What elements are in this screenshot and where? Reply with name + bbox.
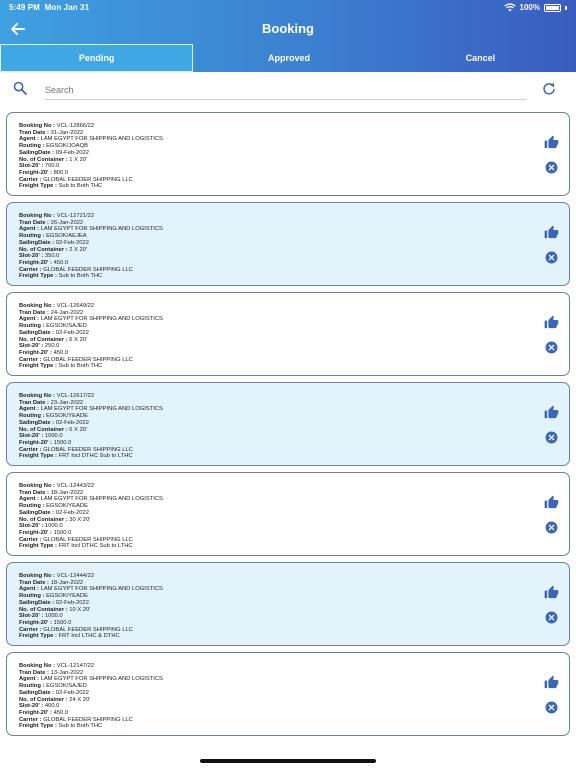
detail-row-carrier xyxy=(19,357,163,364)
detail-label: Agent : xyxy=(19,406,39,413)
detail-label: Carrier : xyxy=(19,356,42,363)
detail-label: Freight Type : xyxy=(19,273,57,280)
detail-value: 02-Feb-2022 xyxy=(55,599,89,606)
detail-label: Carrier : xyxy=(19,176,42,183)
detail-label: Agent : xyxy=(19,586,39,593)
detail-label: Routing : xyxy=(19,413,45,420)
detail-row-freight xyxy=(19,350,163,357)
tab-bar xyxy=(0,44,576,72)
detail-label: Routing : xyxy=(19,683,45,690)
detail-row-tran-date xyxy=(19,130,163,137)
detail-row-freight xyxy=(19,710,163,717)
battery-cap xyxy=(565,6,567,10)
detail-value: 24-Jan-2022 xyxy=(50,309,84,316)
detail-value: 02-Feb-2022 xyxy=(55,419,89,426)
detail-label: Freight-20' : xyxy=(19,439,52,446)
detail-row-freight-type xyxy=(19,543,163,550)
detail-row-freight-type xyxy=(19,453,163,460)
detail-value: 31-Jan-2022 xyxy=(50,129,84,136)
detail-label: Carrier : xyxy=(19,536,42,543)
booking-details xyxy=(19,483,163,550)
detail-row-sailing-date xyxy=(19,420,163,427)
detail-label: Freight Type : xyxy=(19,453,57,460)
detail-row-routing xyxy=(19,683,163,690)
detail-value: 02-Feb-2022 xyxy=(55,239,89,246)
detail-value: 6 X 20' xyxy=(69,426,88,433)
detail-row-no-of-container xyxy=(19,337,163,344)
detail-value: 450.0 xyxy=(53,349,69,356)
detail-value: EGSOK/JOAQB xyxy=(46,143,88,150)
detail-row-routing xyxy=(19,323,163,330)
close-circle-icon[interactable] xyxy=(545,341,558,354)
detail-row-booking-no xyxy=(19,213,163,220)
detail-label: Routing : xyxy=(19,503,45,510)
detail-label: No. of Container : xyxy=(19,156,68,163)
detail-label: Booking No : xyxy=(19,393,56,399)
detail-label: Booking No : xyxy=(19,483,56,489)
detail-value: 1500.0 xyxy=(53,529,72,536)
detail-label: Freight-20' : xyxy=(19,259,52,266)
detail-value: 10 X 20' xyxy=(69,606,91,613)
detail-row-routing xyxy=(19,413,163,420)
detail-row-freight xyxy=(19,530,163,537)
detail-row-carrier xyxy=(19,267,163,274)
booking-details xyxy=(19,393,163,460)
detail-value: 13-Jan-2022 xyxy=(50,669,84,676)
detail-row-agent xyxy=(19,586,163,593)
booking-details xyxy=(19,303,163,370)
tab-pending[interactable]: Pending xyxy=(0,44,193,72)
detail-row-booking-no xyxy=(19,663,163,670)
thumbs-up-icon[interactable] xyxy=(544,405,559,420)
booking-details xyxy=(19,573,163,640)
detail-row-carrier xyxy=(19,717,163,724)
detail-label: Carrier : xyxy=(19,716,42,723)
detail-label: No. of Container : xyxy=(19,606,68,613)
detail-value: 1000.0 xyxy=(44,433,63,440)
detail-row-freight-type xyxy=(19,723,163,730)
detail-value: VCL-12443/22 xyxy=(56,483,95,489)
detail-row-sailing-date xyxy=(19,510,163,517)
detail-label: SailingDate : xyxy=(19,599,55,606)
detail-label: Tran Date : xyxy=(19,309,49,316)
detail-row-sailing-date xyxy=(19,330,163,337)
search-bar xyxy=(0,72,576,108)
detail-label: Freight Type : xyxy=(19,183,57,190)
detail-value: LAM EGYPT FOR SHIPPING AND LOGISTICS xyxy=(40,226,163,233)
detail-row-agent xyxy=(19,226,163,233)
thumbs-up-icon[interactable] xyxy=(544,315,559,330)
detail-row-tran-date xyxy=(19,580,163,587)
detail-label: Slot-20' : xyxy=(19,343,44,350)
detail-label: Agent : xyxy=(19,316,39,323)
status-date: Mon Jan 31 xyxy=(44,3,90,12)
detail-value: 2 X 20' xyxy=(69,246,88,253)
detail-row-slot xyxy=(19,433,163,440)
detail-row-routing xyxy=(19,233,163,240)
detail-value: 09-Feb-2022 xyxy=(55,149,89,156)
detail-row-agent xyxy=(19,136,163,143)
refresh-icon[interactable] xyxy=(542,82,556,96)
detail-value: 23-Jan-2022 xyxy=(50,399,84,406)
status-time: 5:49 PM xyxy=(9,3,40,12)
detail-label: Freight Type : xyxy=(19,363,57,370)
detail-row-tran-date xyxy=(19,400,163,407)
detail-value: 1 X 20' xyxy=(69,156,88,163)
wifi-icon xyxy=(504,3,516,12)
status-bar xyxy=(0,0,576,14)
detail-value: 02-Feb-2022 xyxy=(55,689,89,696)
detail-value: 1000.0 xyxy=(44,523,63,530)
detail-label: Booking No : xyxy=(19,573,56,579)
detail-row-slot xyxy=(19,703,163,710)
detail-label: Routing : xyxy=(19,233,45,240)
detail-label: Freight-20' : xyxy=(19,709,52,716)
detail-row-agent xyxy=(19,676,163,683)
detail-value: LAM EGYPT FOR SHIPPING AND LOGISTICS xyxy=(40,316,163,323)
detail-value: 800.0 xyxy=(53,169,69,176)
battery-percent: 100% xyxy=(519,3,540,12)
detail-value: EGSOK/YEADE xyxy=(46,503,88,510)
detail-row-carrier xyxy=(19,177,163,184)
detail-row-slot xyxy=(19,343,163,350)
detail-value: VCL-12721/22 xyxy=(56,213,95,219)
detail-label: Tran Date : xyxy=(19,219,49,226)
thumbs-up-icon[interactable] xyxy=(544,135,559,150)
detail-value: EGSOK/SAJED xyxy=(46,683,87,690)
thumbs-up-icon[interactable] xyxy=(544,495,559,510)
detail-row-routing xyxy=(19,143,163,150)
detail-label: Freight-20' : xyxy=(19,619,52,626)
detail-label: No. of Container : xyxy=(19,696,68,703)
detail-row-freight xyxy=(19,440,163,447)
thumbs-up-icon[interactable] xyxy=(544,585,559,600)
close-circle-icon[interactable] xyxy=(545,701,558,714)
detail-label: Freight Type : xyxy=(19,633,57,640)
tab-approved[interactable]: Approved xyxy=(267,53,310,63)
detail-row-slot xyxy=(19,523,163,530)
search-icon xyxy=(13,81,27,95)
status-time-date xyxy=(9,3,89,12)
detail-value: VCL-12617/22 xyxy=(56,393,95,399)
detail-row-freight-type xyxy=(19,363,163,370)
detail-value: 1500.0 xyxy=(53,439,72,446)
detail-label: Routing : xyxy=(19,323,45,330)
detail-value: Sub to Both THC xyxy=(58,273,103,280)
detail-row-tran-date xyxy=(19,220,163,227)
detail-row-booking-no xyxy=(19,393,163,400)
detail-label: Agent : xyxy=(19,226,39,233)
detail-label: Agent : xyxy=(19,136,39,143)
detail-label: Slot-20' : xyxy=(19,163,44,170)
detail-label: Agent : xyxy=(19,676,39,683)
detail-value: LAM EGYPT FOR SHIPPING AND LOGISTICS xyxy=(40,406,163,413)
detail-label: SailingDate : xyxy=(19,149,55,156)
detail-value: VCL-12147/22 xyxy=(56,663,95,669)
close-circle-icon[interactable] xyxy=(545,161,558,174)
detail-row-no-of-container xyxy=(19,427,163,434)
detail-row-carrier xyxy=(19,537,163,544)
detail-row-sailing-date xyxy=(19,150,163,157)
detail-value: FRT Incl LTHC & DTHC xyxy=(58,633,120,640)
detail-label: Booking No : xyxy=(19,663,56,669)
home-indicator[interactable] xyxy=(200,759,376,763)
detail-label: Slot-20' : xyxy=(19,523,44,530)
detail-row-sailing-date xyxy=(19,690,163,697)
detail-label: Agent : xyxy=(19,496,39,503)
detail-row-sailing-date xyxy=(19,240,163,247)
detail-value: VCL-12649/22 xyxy=(56,303,95,309)
detail-value: 450.0 xyxy=(53,709,69,716)
detail-label: Carrier : xyxy=(19,626,42,633)
detail-label: No. of Container : xyxy=(19,246,68,253)
detail-row-tran-date xyxy=(19,490,163,497)
detail-value: 30 X 20' xyxy=(69,516,91,523)
detail-label: Slot-20' : xyxy=(19,253,44,260)
detail-label: Tran Date : xyxy=(19,399,49,406)
close-circle-icon[interactable] xyxy=(545,611,558,624)
detail-value: GLOBAL FEEDER SHIPPING LLC xyxy=(43,536,133,543)
detail-row-slot xyxy=(19,253,163,260)
detail-row-freight xyxy=(19,170,163,177)
detail-value: 250.0 xyxy=(44,343,60,350)
detail-value: VCL-12444/22 xyxy=(56,573,95,579)
detail-value: GLOBAL FEEDER SHIPPING LLC xyxy=(43,626,133,633)
thumbs-up-icon[interactable] xyxy=(544,225,559,240)
detail-row-tran-date xyxy=(19,310,163,317)
detail-label: SailingDate : xyxy=(19,239,55,246)
detail-label: Carrier : xyxy=(19,266,42,273)
detail-label: Slot-20' : xyxy=(19,433,44,440)
detail-row-no-of-container xyxy=(19,157,163,164)
detail-label: Booking No : xyxy=(19,123,56,129)
detail-value: 350.0 xyxy=(44,253,60,260)
app-header xyxy=(0,0,576,72)
detail-label: Carrier : xyxy=(19,446,42,453)
detail-value: 400.0 xyxy=(44,703,60,710)
detail-value: Sub to Both THC xyxy=(58,363,103,370)
detail-value: LAM EGYPT FOR SHIPPING AND LOGISTICS xyxy=(40,586,163,593)
detail-value: 02-Feb-2022 xyxy=(55,329,89,336)
detail-row-routing xyxy=(19,503,163,510)
detail-label: Tran Date : xyxy=(19,489,49,496)
detail-label: No. of Container : xyxy=(19,336,68,343)
booking-card[interactable] xyxy=(6,292,570,376)
detail-value: EGSOK/AEJEA xyxy=(46,233,87,240)
close-circle-icon[interactable] xyxy=(545,431,558,444)
detail-value: FRT Incl DTHC Sub to LTHC xyxy=(58,453,133,460)
detail-value: GLOBAL FEEDER SHIPPING LLC xyxy=(43,446,133,453)
detail-row-slot xyxy=(19,613,163,620)
booking-card[interactable] xyxy=(6,202,570,286)
detail-label: No. of Container : xyxy=(19,516,68,523)
detail-row-freight-type xyxy=(19,633,163,640)
booking-details xyxy=(19,123,163,190)
detail-value: GLOBAL FEEDER SHIPPING LLC xyxy=(43,266,133,273)
detail-row-freight-type xyxy=(19,273,163,280)
detail-label: Tran Date : xyxy=(19,579,49,586)
detail-label: SailingDate : xyxy=(19,419,55,426)
nav-bar xyxy=(0,14,576,44)
detail-row-booking-no xyxy=(19,573,163,580)
close-circle-icon[interactable] xyxy=(545,521,558,534)
detail-row-freight xyxy=(19,620,163,627)
detail-value: LAM EGYPT FOR SHIPPING AND LOGISTICS xyxy=(40,136,163,143)
detail-label: Freight-20' : xyxy=(19,529,52,536)
back-arrow-icon[interactable] xyxy=(8,19,28,39)
detail-value: 24 X 20' xyxy=(69,696,91,703)
detail-row-carrier xyxy=(19,447,163,454)
detail-row-sailing-date xyxy=(19,600,163,607)
detail-value: GLOBAL FEEDER SHIPPING LLC xyxy=(43,176,133,183)
booking-card[interactable] xyxy=(6,472,570,556)
detail-value: FRT Incl DTHC Sub to LTHC xyxy=(58,543,133,550)
detail-value: EGSOK/SAJED xyxy=(46,323,87,330)
detail-row-no-of-container xyxy=(19,247,163,254)
booking-card[interactable] xyxy=(6,112,570,196)
detail-value: LAM EGYPT FOR SHIPPING AND LOGISTICS xyxy=(40,496,163,503)
booking-details xyxy=(19,663,163,730)
detail-value: 18-Jan-2022 xyxy=(50,579,84,586)
detail-label: Tran Date : xyxy=(19,129,49,136)
thumbs-up-icon[interactable] xyxy=(544,675,559,690)
detail-value: 1500.0 xyxy=(53,619,72,626)
detail-value: 700.0 xyxy=(44,163,60,170)
booking-card[interactable] xyxy=(6,652,570,736)
detail-label: Freight-20' : xyxy=(19,169,52,176)
detail-row-agent xyxy=(19,406,163,413)
detail-row-booking-no xyxy=(19,123,163,130)
detail-value: EGSOK/YEADE xyxy=(46,413,88,420)
booking-card[interactable] xyxy=(6,562,570,646)
detail-label: Tran Date : xyxy=(19,669,49,676)
detail-label: Freight Type : xyxy=(19,723,57,730)
page-title: Booking xyxy=(262,21,314,36)
detail-value: 450.0 xyxy=(53,259,69,266)
detail-label: SailingDate : xyxy=(19,689,55,696)
detail-row-routing xyxy=(19,593,163,600)
detail-label: No. of Container : xyxy=(19,426,68,433)
detail-value: 1000.0 xyxy=(44,613,63,620)
detail-value: GLOBAL FEEDER SHIPPING LLC xyxy=(43,356,133,363)
detail-value: EGSOK/YEADE xyxy=(46,593,88,600)
booking-card[interactable] xyxy=(6,382,570,466)
detail-row-carrier xyxy=(19,627,163,634)
detail-row-tran-date xyxy=(19,670,163,677)
close-circle-icon[interactable] xyxy=(545,251,558,264)
booking-list xyxy=(0,108,576,748)
detail-row-agent xyxy=(19,496,163,503)
tab-cancel[interactable]: Cancel xyxy=(465,53,496,63)
detail-label: Booking No : xyxy=(19,213,56,219)
detail-row-freight xyxy=(19,260,163,267)
detail-label: Freight-20' : xyxy=(19,349,52,356)
detail-label: Booking No : xyxy=(19,303,56,309)
detail-row-freight-type xyxy=(19,183,163,190)
detail-label: Slot-20' : xyxy=(19,703,44,710)
detail-value: 02-Feb-2022 xyxy=(55,509,89,516)
detail-value: Sub to Both THC xyxy=(58,183,103,190)
search-input[interactable] xyxy=(45,80,527,100)
status-indicators xyxy=(504,3,567,12)
detail-value: LAM EGYPT FOR SHIPPING AND LOGISTICS xyxy=(40,676,163,683)
detail-label: Freight Type : xyxy=(19,543,57,550)
detail-value: Sub to Both THC xyxy=(58,723,103,730)
detail-label: Slot-20' : xyxy=(19,613,44,620)
detail-value: 26-Jan-2022 xyxy=(50,219,84,226)
detail-label: SailingDate : xyxy=(19,509,55,516)
battery-icon xyxy=(544,4,561,12)
detail-row-no-of-container xyxy=(19,517,163,524)
detail-value: GLOBAL FEEDER SHIPPING LLC xyxy=(43,716,133,723)
booking-details xyxy=(19,213,163,280)
detail-label: Routing : xyxy=(19,143,45,150)
detail-row-slot xyxy=(19,163,163,170)
detail-row-booking-no xyxy=(19,483,163,490)
detail-value: 18-Jan-2022 xyxy=(50,489,84,496)
detail-row-no-of-container xyxy=(19,607,163,614)
detail-row-no-of-container xyxy=(19,697,163,704)
detail-value: 6 X 20' xyxy=(69,336,88,343)
detail-label: Routing : xyxy=(19,593,45,600)
detail-row-agent xyxy=(19,316,163,323)
detail-row-booking-no xyxy=(19,303,163,310)
detail-label: SailingDate : xyxy=(19,329,55,336)
detail-value: VCL-12866/22 xyxy=(56,123,95,129)
